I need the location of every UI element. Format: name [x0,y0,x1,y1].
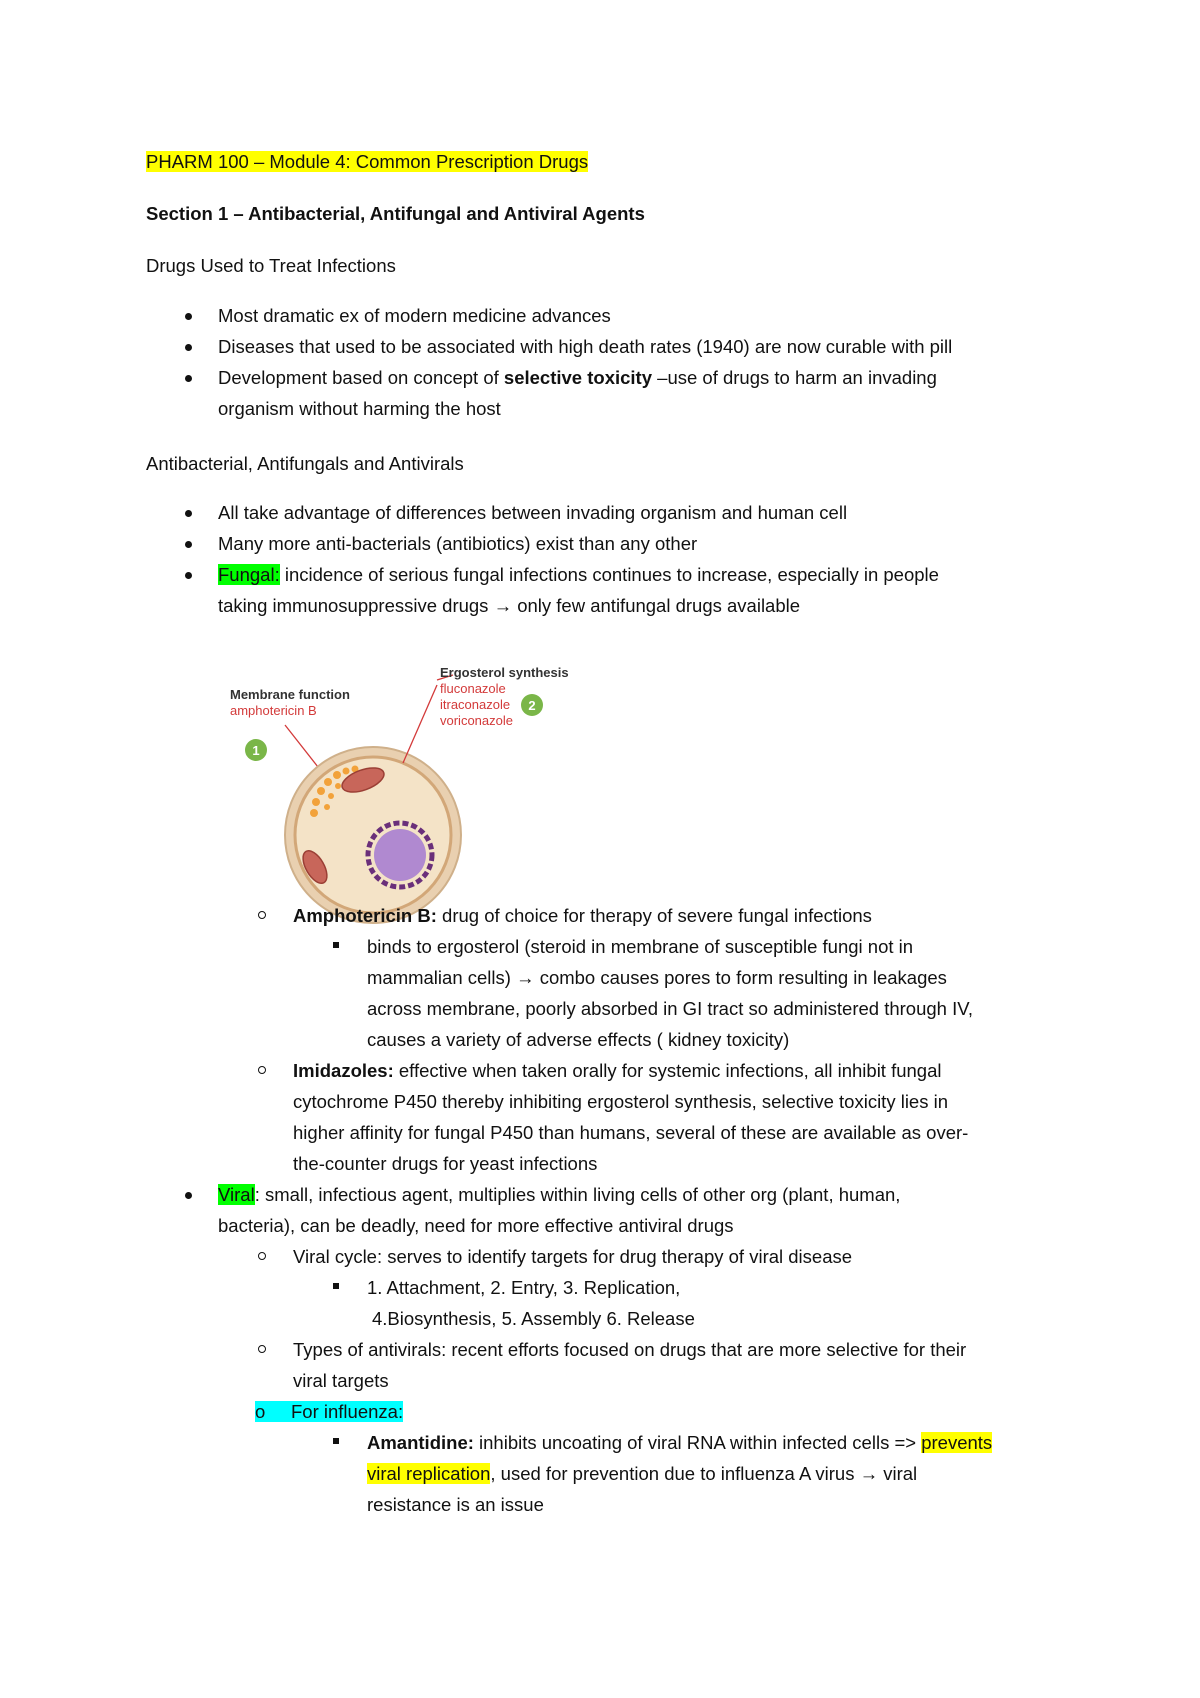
fluconazole-label: fluconazole [440,681,506,696]
page-title [146,146,588,177]
list-item-steps: 1. Attachment, 2. Entry, 3. Replication, [367,1277,681,1298]
prevents-highlight: prevents [921,1432,993,1453]
list-item: Development based on concept of selective toxicity –use of drugs to harm an invading [218,367,937,388]
title-highlight: PHARM 100 – Module 4: Common Prescription Drugs [146,151,589,172]
list-item-continuation: across membrane, poorly absorbed in GI tract so administered through IV, [367,998,974,1019]
list-item-continuation: viral targets [293,1370,389,1391]
bullet-dot [185,541,192,548]
nucleus [374,829,426,881]
bullet-dot [185,572,192,579]
viral-replication-highlight: viral replication [367,1463,491,1484]
list-item-continuation: causes a variety of adverse effects ( kidney toxicity) [367,1029,790,1050]
fungal-highlight: Fungal: [218,564,280,585]
amphotericin-label: amphotericin B [230,703,317,718]
list-item-continuation: 4.Biosynthesis, 5. Assembly 6. Release [372,1308,695,1329]
ergosterol-synthesis-label: Ergosterol synthesis [440,665,569,680]
pointer-line-1 [285,725,318,767]
sub-sub-bullet-square [333,1283,339,1289]
list-item-continuation: mammalian cells) → combo causes pores to form resulting in leakages [367,967,947,988]
pointer-line-er [403,685,437,763]
voriconazole-label: voriconazole [440,713,513,728]
list-item-continuation: cytochrome P450 thereby inhibiting ergosterol synthesis, selective toxicity lies in [293,1091,949,1112]
influenza-highlight: o For influenza: [255,1401,404,1422]
fungal-cell-diagram [225,665,645,925]
bullet-dot [185,510,192,517]
list-item-amantidine: Amantidine: inhibits uncoating of viral RNA within infected cells => prevents [367,1432,993,1453]
sub-bullet-circle [258,1345,266,1353]
section-heading: Section 1 – Antibacterial, Antifungal and Antiviral Agents [146,203,645,224]
sub-bullet-circle [258,911,266,919]
bullet-dot [185,313,192,320]
heading-drugs-infections: Drugs Used to Treat Infections [146,255,396,276]
list-item-viral-cycle: Viral cycle: serves to identify targets for drug therapy of viral disease [293,1246,853,1267]
list-item-continuation: taking immunosuppressive drugs → only few antifungal drugs available [218,595,801,616]
sub-bullet-circle [258,1252,266,1260]
sub-sub-bullet-square [333,942,339,948]
list-item-types: Types of antivirals: recent efforts focused on drugs that are more selective for their [293,1339,967,1360]
list-item-imidazoles: Imidazoles: effective when taken orally for systemic infections, all inhibit fungal [293,1060,942,1081]
itraconazole-label: itraconazole [440,697,511,712]
list-item-amphotericin: Amphotericin B: drug of choice for therapy of severe fungal infections [293,905,872,926]
list-item-viral: Viral: small, infectious agent, multiplies within living cells of other org (plant, human, [218,1184,901,1205]
list-item-continuation: the-counter drugs for yeast infections [293,1153,598,1174]
list-item-continuation: organism without harming the host [218,398,501,419]
list-item-continuation: higher affinity for fungal P450 than humans, several of these are available as over- [293,1122,969,1143]
list-item: binds to ergosterol (steroid in membrane of susceptible fungi not in [367,936,914,957]
list-item: Most dramatic ex of modern medicine advances [218,305,611,326]
list-item: All take advantage of differences between invading organism and human cell [218,502,848,523]
heading-antibacterial: Antibacterial, Antifungals and Antivirals [146,453,464,474]
list-item: Fungal: incidence of serious fungal infections continues to increase, especially in people [218,564,939,585]
number-1: 1 [252,743,260,758]
sub-sub-bullet-square [333,1438,339,1444]
bullet-dot [185,344,192,351]
list-item-continuation: bacteria), can be deadly, need for more effective antiviral drugs [218,1215,734,1236]
list-item: Many more anti-bacterials (antibiotics) exist than any other [218,533,698,554]
bullet-dot [185,375,192,382]
list-item-influenza [255,1396,403,1427]
list-item: Diseases that used to be associated with high death rates (1940) are now curable with pill [218,336,953,357]
list-item-continuation: viral replication, used for prevention due to influenza A virus → viral [367,1463,918,1484]
viral-highlight: Viral [218,1184,255,1205]
number-2: 2 [528,698,536,713]
bullet-dot [185,1192,192,1199]
list-item-continuation: resistance is an issue [367,1494,544,1515]
sub-bullet-circle [258,1066,266,1074]
membrane-function-label: Membrane function [230,687,350,702]
